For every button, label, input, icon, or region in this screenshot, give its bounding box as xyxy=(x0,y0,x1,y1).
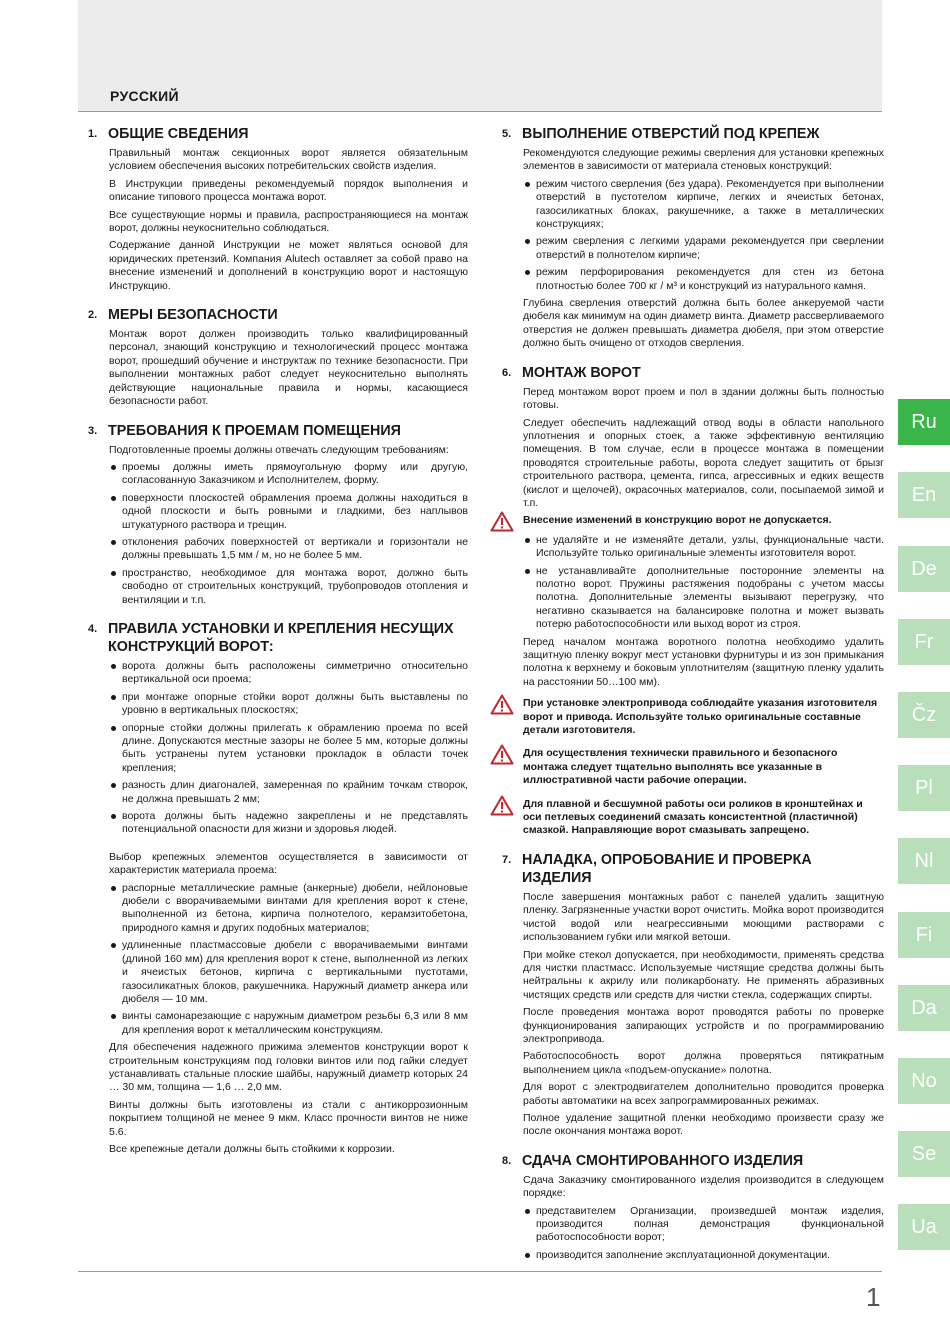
section-number: 5. xyxy=(502,128,512,140)
section-title: ВЫПОЛНЕНИЕ ОТВЕРСТИЙ ПОД КРЕПЕЖ xyxy=(522,126,820,142)
section-number: 7. xyxy=(502,853,512,866)
warning-note xyxy=(523,697,884,737)
section-safety xyxy=(88,306,468,408)
warning-note xyxy=(523,747,884,787)
list-item: пространство, необходимое для монтажа ворот, должно быть свободно от строительных конструкций, трубопроводов отопления и вентиляции и т.п. xyxy=(109,567,468,607)
paragraph: Правильный монтаж секционных ворот является обязательным условием обеспечения высоких потребительских свойств изделия. xyxy=(109,147,468,173)
list-item: производится заполнение эксплуатационной документации. xyxy=(523,1249,884,1262)
header-bar xyxy=(78,0,882,111)
paragraph: После проведения монтажа ворот проводятся работы по проверке функционирования запирающих устройств и по программированию электропривода. xyxy=(523,1006,884,1045)
list-item: опорные стойки должны прилегать к обрамлению проема по всей длине. Допускаются местные зазоры не более 5 мм, которые должны быть устранены путем установки прокладок в области точек крепления; xyxy=(109,722,468,776)
tab-cz[interactable]: Čz xyxy=(898,692,950,738)
warning-text: Внесение изменений в конструкцию ворот не допускается. xyxy=(523,514,832,527)
section-title: НАЛАДКА, ОПРОБОВАНИЕ И ПРОВЕРКА ИЗДЕЛИЯ xyxy=(522,851,812,886)
warning-triangle-icon xyxy=(490,694,514,715)
paragraph: Содержание данной Инструкции не может являться основой для юридических претензий. Компания Alutech оставляет за собой право на внесение изменений и дополнений в конструкцию ворот и настоящую Инструкцию. xyxy=(109,239,468,292)
warning-triangle-icon xyxy=(490,744,514,765)
tab-se[interactable]: Se xyxy=(898,1131,950,1177)
section-number: 2. xyxy=(88,309,98,322)
tab-en[interactable]: En xyxy=(898,472,950,518)
section-title: МЕРЫ БЕЗОПАСНОСТИ xyxy=(108,307,278,324)
page-language-title: РУССКИЙ xyxy=(110,88,179,104)
tab-fr[interactable]: Fr xyxy=(898,619,950,665)
list-item: распорные металлические рамные (анкерные) дюбели, нейлоновые дюбели с вворачиваемыми винтами для крепления ворот к стене, выполненной из бетона, кирпича полнотелого, керамзитобетона, природного камня и других подобных материалов; xyxy=(109,882,468,936)
section-number: 6. xyxy=(502,366,512,379)
list-item: режим сверления с легкими ударами рекомендуется при сверлении отверстий в полнотелом кирпиче; xyxy=(523,235,884,262)
section-adjustment xyxy=(502,851,884,1139)
list-item: разность длин диагоналей, замеренная по крайним точкам створок, не должна превышать 2 мм; xyxy=(109,779,468,806)
list-item: отклонения рабочих поверхностей от вертикали и горизонтали не должны превышать 1,5 мм / м, но не более 5 мм. xyxy=(109,536,468,563)
tab-ru[interactable]: Ru xyxy=(898,399,950,445)
section-title: СДАЧА СМОНТИРОВАННОГО ИЗДЕЛИЯ xyxy=(522,1152,804,1169)
paragraph: Для ворот с электродвигателем дополнительно проводится проверка работы автоматики на всех запрограммированных режимах. xyxy=(523,1081,884,1107)
paragraph: После завершения монтажных работ с панелей удалить защитную пленку. Загрязненные участки ворот очистить. Мойка ворот производится чистой водой или неагрессивными моющими растворами с использованием губки или мягкой ветоши. xyxy=(523,890,884,944)
footer-divider xyxy=(78,1271,882,1272)
section-title: ОБЩИЕ СВЕДЕНИЯ xyxy=(108,126,249,142)
tab-fi[interactable]: Fi xyxy=(898,912,950,958)
section-title: ТРЕБОВАНИЯ К ПРОЕМАМ ПОМЕЩЕНИЯ xyxy=(108,422,401,439)
list-item: не устанавливайте дополнительные посторонние элементы на полотно ворот. Пружины растяжения подобраны с учетом массы полотна. Дополнительные элементы вызывают перегрузку, что негативно сказывается на балансировке полотна и может вызвать потерю работоспособности или выход ворот из строя. xyxy=(523,565,884,632)
paragraph: Сдача Заказчику смонтированного изделия производится в следующем порядке: xyxy=(523,1173,884,1200)
paragraph: Рекомендуются следующие режимы сверления для установки крепежных элементов в зависимости от материала стеновых конструкций: xyxy=(523,147,884,173)
warning-note xyxy=(523,514,884,527)
paragraph: Все существующие нормы и правила, распространяющиеся на монтаж ворот, должны неукоснительно соблюдаться. xyxy=(109,208,468,235)
paragraph: Для обеспечения надежного прижима элементов конструкции ворот к строительным конструкциям под головки винтов или под гайки следует устанавливать стальные плоские шайбы, наружный диаметр которых 24 … 30 мм, толщина — 1,6 … 2,0 мм. xyxy=(109,1041,468,1094)
section-number: 1. xyxy=(88,128,98,140)
paragraph: Подготовленные проемы должны отвечать следующим требованиям: xyxy=(109,443,449,456)
paragraph: Работоспособность ворот должна проверяться пятикратным выполнением цикла «подъем-опускание» полотна. xyxy=(523,1050,884,1076)
section-gate-mounting xyxy=(502,364,884,838)
page-number: 1 xyxy=(866,1282,881,1312)
list-item: режим чистого сверления (без удара). Рекомендуется при выполнении отверстий в пустотелом кирпиче, легких и ячеистых бетонах, газосиликатных блоках, ракушечнике, а также в металлических конструкциях; xyxy=(523,178,884,232)
warning-text: Для плавной и бесшумной работы оси роликов в кронштейнах и оси петлевых соединений смазать консистентной (пластичной) смазкой. Направляющие ворот смазывать запрещено. xyxy=(523,797,863,837)
list-item: ворота должны быть надежно закреплены и не представлять потенциальной опасности для жизни и здоровья людей. xyxy=(109,810,468,837)
list-item: при монтаже опорные стойки ворот должны быть выставлены по уровню в вертикальных плоскостях; xyxy=(109,691,468,718)
tab-da[interactable]: Da xyxy=(898,985,950,1031)
section-number: 4. xyxy=(88,622,98,635)
paragraph: Выбор крепежных элементов осуществляется в зависимости от характеристик материала проема: xyxy=(109,850,468,877)
paragraph: Монтаж ворот должен производить только квалифицированный персонал, знающий конструкцию и технологический процесс монтажа ворот, прошедший обучение и инструктаж по технике безопасности. При выполнении монтажных работ следует неукоснительно выполнять действующие национальные правила и нормы, касающиеся безопасности работ. xyxy=(109,328,468,408)
paragraph: Следует обеспечить надлежащий отвод воды в области напольного уплотнения и опорных стоек, а также эффективную вентиляцию помещения. В том случае, если в процессе монтажа в помещении проводятся строительные работы, ворота следует защитить от брызг строительного раствора, цемента, гипса, агрессивных и едких веществ (кислот и щелочей), окрасочных материалов, соли, посыпаемой зимой и т.п. xyxy=(523,416,884,509)
tab-pl[interactable]: Pl xyxy=(898,765,950,811)
tab-ua[interactable]: Ua xyxy=(898,1204,950,1250)
header-divider xyxy=(78,111,882,112)
paragraph: При мойке стекол допускается, при необходимости, применять средства для чистки пластмасс. Используемые чистящие средства должны быть нейтральны к акрилу или поликарбонату. Не применять абразивных чистящих средств или средств для чистки стекла, содержащих спирты. xyxy=(523,948,884,1001)
warning-triangle-icon xyxy=(490,511,514,532)
list-item: поверхности плоскостей обрамления проема должны находиться в одной плоскости и быть ровными и гладкими, без наплывов штукатурного раствора и трещин. xyxy=(109,492,468,532)
paragraph: Винты должны быть изготовлены из стали с антикоррозионным покрытием толщиной не менее 9 мкм. Класс прочности винтов не ниже 5.6. xyxy=(109,1098,468,1138)
section-drilling xyxy=(502,125,884,351)
section-handover xyxy=(502,1152,884,1262)
tab-de[interactable]: De xyxy=(898,546,950,592)
section-number: 8. xyxy=(502,1154,512,1167)
section-installation-rules xyxy=(88,620,468,1156)
list-item: не удаляйте и не изменяйте детали, узлы, функциональные части. Используйте только оригинальные элементы изготовителя ворот. xyxy=(523,534,884,561)
paragraph: Перед началом монтажа воротного полотна необходимо удалить защитную пленку вокруг мест установки фурнитуры и из зон примыкания полотна к верхнему и боковым уплотнителям (защитную пленку удалить на расстоянии 50…100 мм). xyxy=(523,635,884,688)
left-column xyxy=(88,125,468,1169)
warning-text: Для осуществления технически правильного и безопасного монтажа следует тщательно выполнять все указанные в иллюстративной части рабочие операции. xyxy=(523,747,838,787)
list-item: режим перфорирования рекомендуется для стен из бетона плотностью более 700 кг / м³ и конструкций из натурального камня. xyxy=(523,266,884,293)
warning-text: При установке электропривода соблюдайте указания изготовителя ворот и привода. Используйте только оригинальные составные детали изготовителя. xyxy=(523,697,878,737)
section-openings xyxy=(88,422,468,607)
right-column xyxy=(502,125,884,1275)
section-number: 3. xyxy=(88,424,98,437)
list-item: удлиненные пластмассовые дюбели с вворачиваемыми винтами (длиной 160 мм) для крепления ворот к стене, выполненной из легких и ячеистых бетонов, кирпича с вертикальными пустотами, газосиликатных блоков, ракушечника. Наружный диаметр анкера или дюбеля — 10 мм. xyxy=(109,939,468,1006)
paragraph: Глубина сверления отверстий должна быть более анкеруемой части дюбеля как минимум на один диаметр винта. Диаметр рассверливаемого отверстия не должен превышать диаметра дюбеля, при этом отверстие должно быть очищено от отходов сверления. xyxy=(523,297,884,350)
tab-no[interactable]: No xyxy=(898,1058,950,1104)
paragraph: Перед монтажом ворот проем и пол в здании должны быть полностью готовы. xyxy=(523,385,884,412)
paragraph: Все крепежные детали должны быть стойкими к коррозии. xyxy=(109,1142,395,1155)
tab-nl[interactable]: Nl xyxy=(898,838,950,884)
paragraph: В Инструкции приведены рекомендуемый порядок выполнения и описание типового процесса монтажа ворот. xyxy=(109,177,468,204)
warning-triangle-icon xyxy=(490,795,514,816)
list-item: ворота должны быть расположены симметрично относительно вертикальной оси проема; xyxy=(109,660,468,687)
section-title: ПРАВИЛА УСТАНОВКИ И КРЕПЛЕНИЯ НЕСУЩИХ КОНСТРУКЦИЙ ВОРОТ: xyxy=(108,620,454,655)
list-item: проемы должны иметь прямоугольную форму или другую, согласованную Заказчиком и Исполнителем, форму. xyxy=(109,461,468,488)
section-title: МОНТАЖ ВОРОТ xyxy=(522,364,641,381)
paragraph: Полное удаление защитной пленки необходимо произвести сразу же после окончания монтажа ворот. xyxy=(523,1111,884,1138)
section-general xyxy=(88,125,468,293)
warning-note xyxy=(523,798,884,838)
list-item: представителем Организации, произведшей монтаж изделия, производится полная демонстрация функциональной работоспособности ворот; xyxy=(523,1205,884,1245)
list-item: винты самонарезающие с наружным диаметром резьбы 6,3 или 8 мм для крепления ворот к металлическим конструкциям. xyxy=(109,1010,468,1037)
